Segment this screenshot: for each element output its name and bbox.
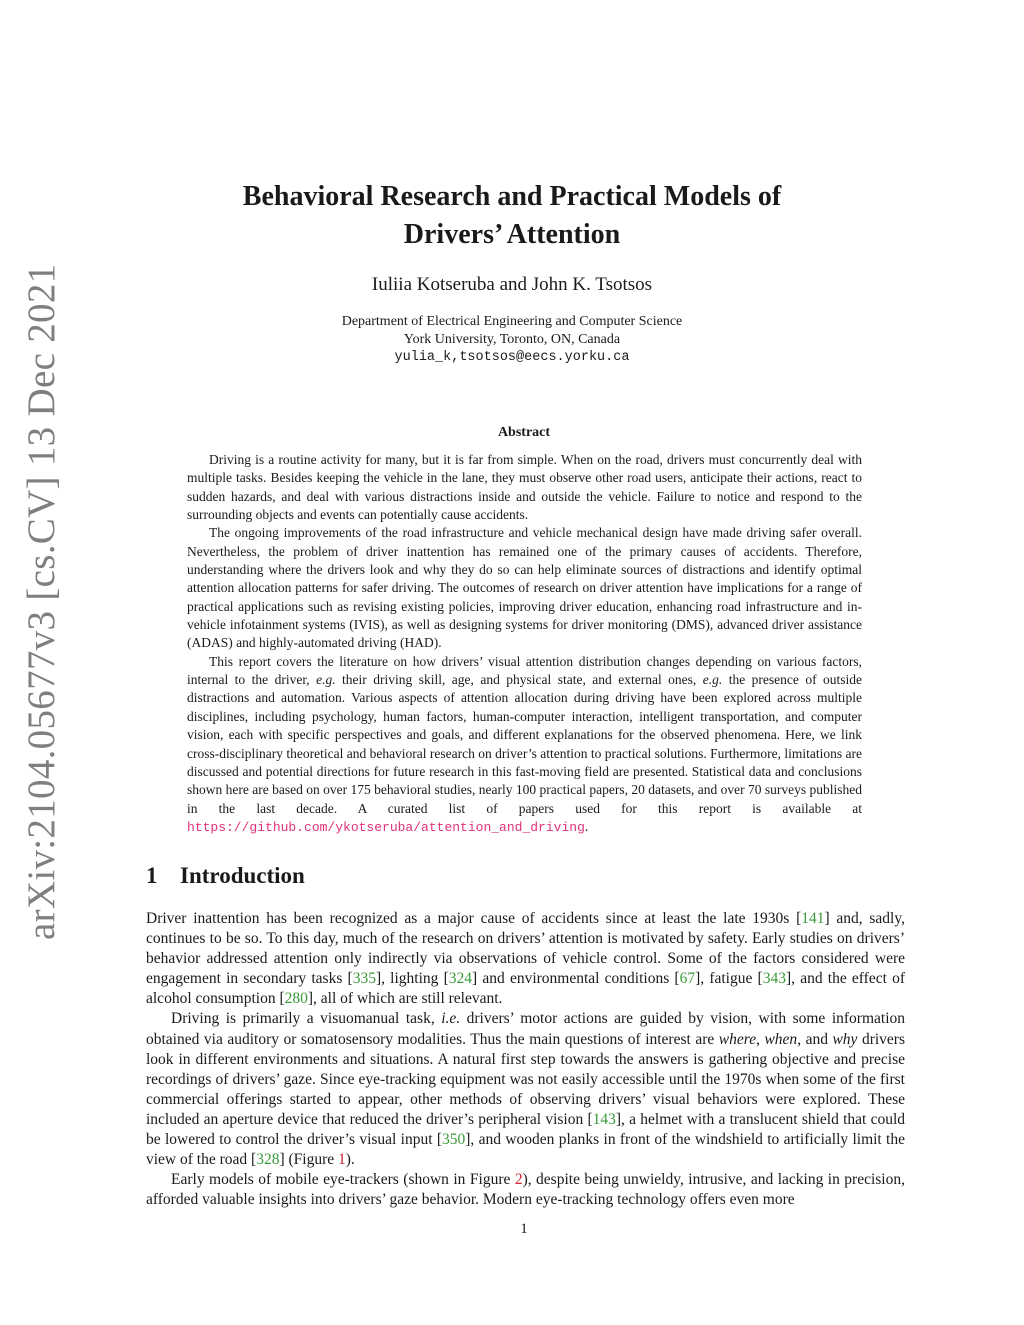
citation-link[interactable]: 280 [284, 990, 308, 1008]
text: ] (Figure [279, 1151, 338, 1169]
university: York University, Toronto, ON, Canada [403, 332, 621, 347]
text: Driver inattention has been recognized as a major cause of accidents since at least the late 1930s [ [146, 910, 802, 927]
text: . [584, 818, 589, 834]
citation-link[interactable]: 343 [762, 970, 786, 988]
citation-link[interactable]: 350 [442, 1131, 466, 1149]
authors: Iuliia Kotseruba and John K. Tsotsos [371, 274, 653, 295]
citation-link[interactable]: 328 [256, 1151, 280, 1169]
text: ], and wooden planks in front of the windshield to artificially limit the view of the road [ [146, 1131, 905, 1169]
figure-ref-link[interactable]: 2 [514, 1171, 523, 1189]
section-title: Introduction [180, 863, 305, 888]
affiliation [0, 313, 1024, 367]
citation-link[interactable]: 143 [592, 1110, 616, 1128]
title-line-1: Behavioral Research and Practical Models of [242, 181, 782, 212]
abstract-heading: Abstract [497, 425, 551, 440]
email: yulia_k,tsotsos@eecs.yorku.ca [394, 350, 630, 365]
ie-abbrev: i.e. [441, 1010, 461, 1028]
title-line-2: Drivers’ Attention [403, 219, 621, 250]
text: ], and the effect of alcohol consumption [ [146, 970, 905, 1008]
text: Driving is primarily a visuomanual task, [171, 1010, 442, 1028]
text: Early models of mobile eye-trackers (shown in Figure [171, 1171, 515, 1189]
eg-abbrev: e.g. [316, 672, 336, 688]
citation-link[interactable]: 335 [352, 970, 376, 988]
text: drivers’ motor actions are guided by vision, with some information obtained via auditory or somatosensory modalities. Thus the main questions of interest are [146, 1010, 905, 1048]
intro-paragraph-2 [146, 1009, 905, 1170]
emph-why: why [832, 1030, 858, 1048]
department: Department of Electrical Engineering and Computer Science [341, 314, 683, 329]
abstract-body [187, 451, 862, 837]
citation-link[interactable]: 324 [448, 970, 473, 988]
abstract-paragraph-1: Driving is a routine activity for many, but it is far from simple. When on the road, drivers must concurrently deal with multiple tasks. Besides keeping the vehicle in the lane, they must observe other road users, anticipate their actions, react to sudden hazards, and deal with various distractions inside and outside the vehicle. Failure to notice and respond to the surrounding objects and events can potentially cause accidents. [187, 452, 862, 523]
citation-link[interactable]: 67 [679, 970, 696, 988]
text: drivers look in different environments and situations. A natural first step towards the answers is gathering objective and precise recordings of drivers’ gaze. Since eye-tracking equipment was not easily accessible until the 1970s when some of the first commercial offerings started to appear, other methods of observing drivers’ visual behaviors were explored. These included an aperture device that reduced the driver’s peripheral vision [ [146, 1030, 905, 1128]
citation-link[interactable]: 141 [801, 910, 825, 927]
emph-where: where [718, 1030, 757, 1048]
text: , and [797, 1030, 833, 1048]
arxiv-stamp: arXiv:2104.05677v3 [cs.CV] 13 Dec 2021 [20, 263, 63, 940]
text: ], all of which are still relevant. [307, 990, 503, 1008]
section-heading [146, 863, 305, 889]
text: ). [345, 1151, 355, 1169]
abstract-paragraph-2: The ongoing improvements of the road infrastructure and vehicle mechanical design have made driving safer overall. Nevertheless, the problem of driver inattention has remained one of the primary causes of accidents. Therefore, understanding where the drivers look and why they do so can help eliminate sources of distractions and identify optimal attention allocation patterns for safer driving. The outcomes of research on driver attention have implications for a range of practical applications such as revising existing policies, improving driver education, enhancing road infrastructure and in-vehicle infotainment systems (IVIS), as well as designing systems for driver monitoring (DMS), advanced driver assistance (ADAS) and highly-automated driving (HAD). [187, 525, 862, 651]
paper-title [0, 178, 1024, 254]
section-number: 1 [146, 863, 158, 888]
text: ], lighting [ [375, 970, 449, 988]
text: ), despite being unwieldy, intrusive, and lacking in precision, afforded valuable insights into drivers’ gaze behavior. Modern eye-tracking technology offers even more [146, 1171, 905, 1209]
intro-paragraph-1 [146, 909, 905, 1009]
text: ], fatigue [ [695, 970, 763, 988]
text: This report covers the literature on how drivers’ visual attention distribution changes depending on various factors, internal to the driver, [187, 653, 862, 688]
text: ], a helmet with a translucent shield that could be lowered to control the driver’s visual input [ [146, 1110, 905, 1149]
figure-ref-link[interactable]: 1 [337, 1151, 346, 1169]
eg-abbrev: e.g. [702, 672, 723, 688]
github-link[interactable]: https://github.com/ykotseruba/attention_and_driving [187, 819, 585, 835]
abstract-paragraph-3 [187, 653, 862, 837]
text: , [756, 1030, 765, 1048]
text: ] and environmental conditions [ [472, 970, 680, 988]
text: the presence of outside distractions and automation. Various aspects of attention allocation during driving have been explored across multiple disciplines, including psychology, human factors, human-computer interaction, intelligent transportation, and computer vision, each with specific perspectives and goals, and different explanations for the observed phenomena. Here, we link cross-disciplinary theoretical and behavioral research on driver’s attention to practical solutions. Furthermore, limitations are discussed and potential directions for future research in this fast-moving field are presented. Statistical data and conclusions shown here are based on over 175 behavioral studies, nearly 100 practical papers, 20 datasets, and over 70 surveys published in the last decade. A curated list of papers used for this report is available at [187, 672, 863, 816]
emph-when: when [764, 1030, 798, 1048]
introduction-body [146, 909, 905, 1210]
intro-paragraph-3 [146, 1170, 905, 1210]
text: their driving skill, age, and physical state, and external ones, [335, 672, 703, 688]
text: ] and, sadly, continues to be so. To this day, much of the research on drivers’ attention is motivated by safety. Early studies on drivers’ behavior addressed attention only indirectly via observations of vehicle control. Some of the factors considered were engagement in secondary tasks [ [146, 910, 905, 988]
page-number: 1 [520, 1221, 528, 1237]
